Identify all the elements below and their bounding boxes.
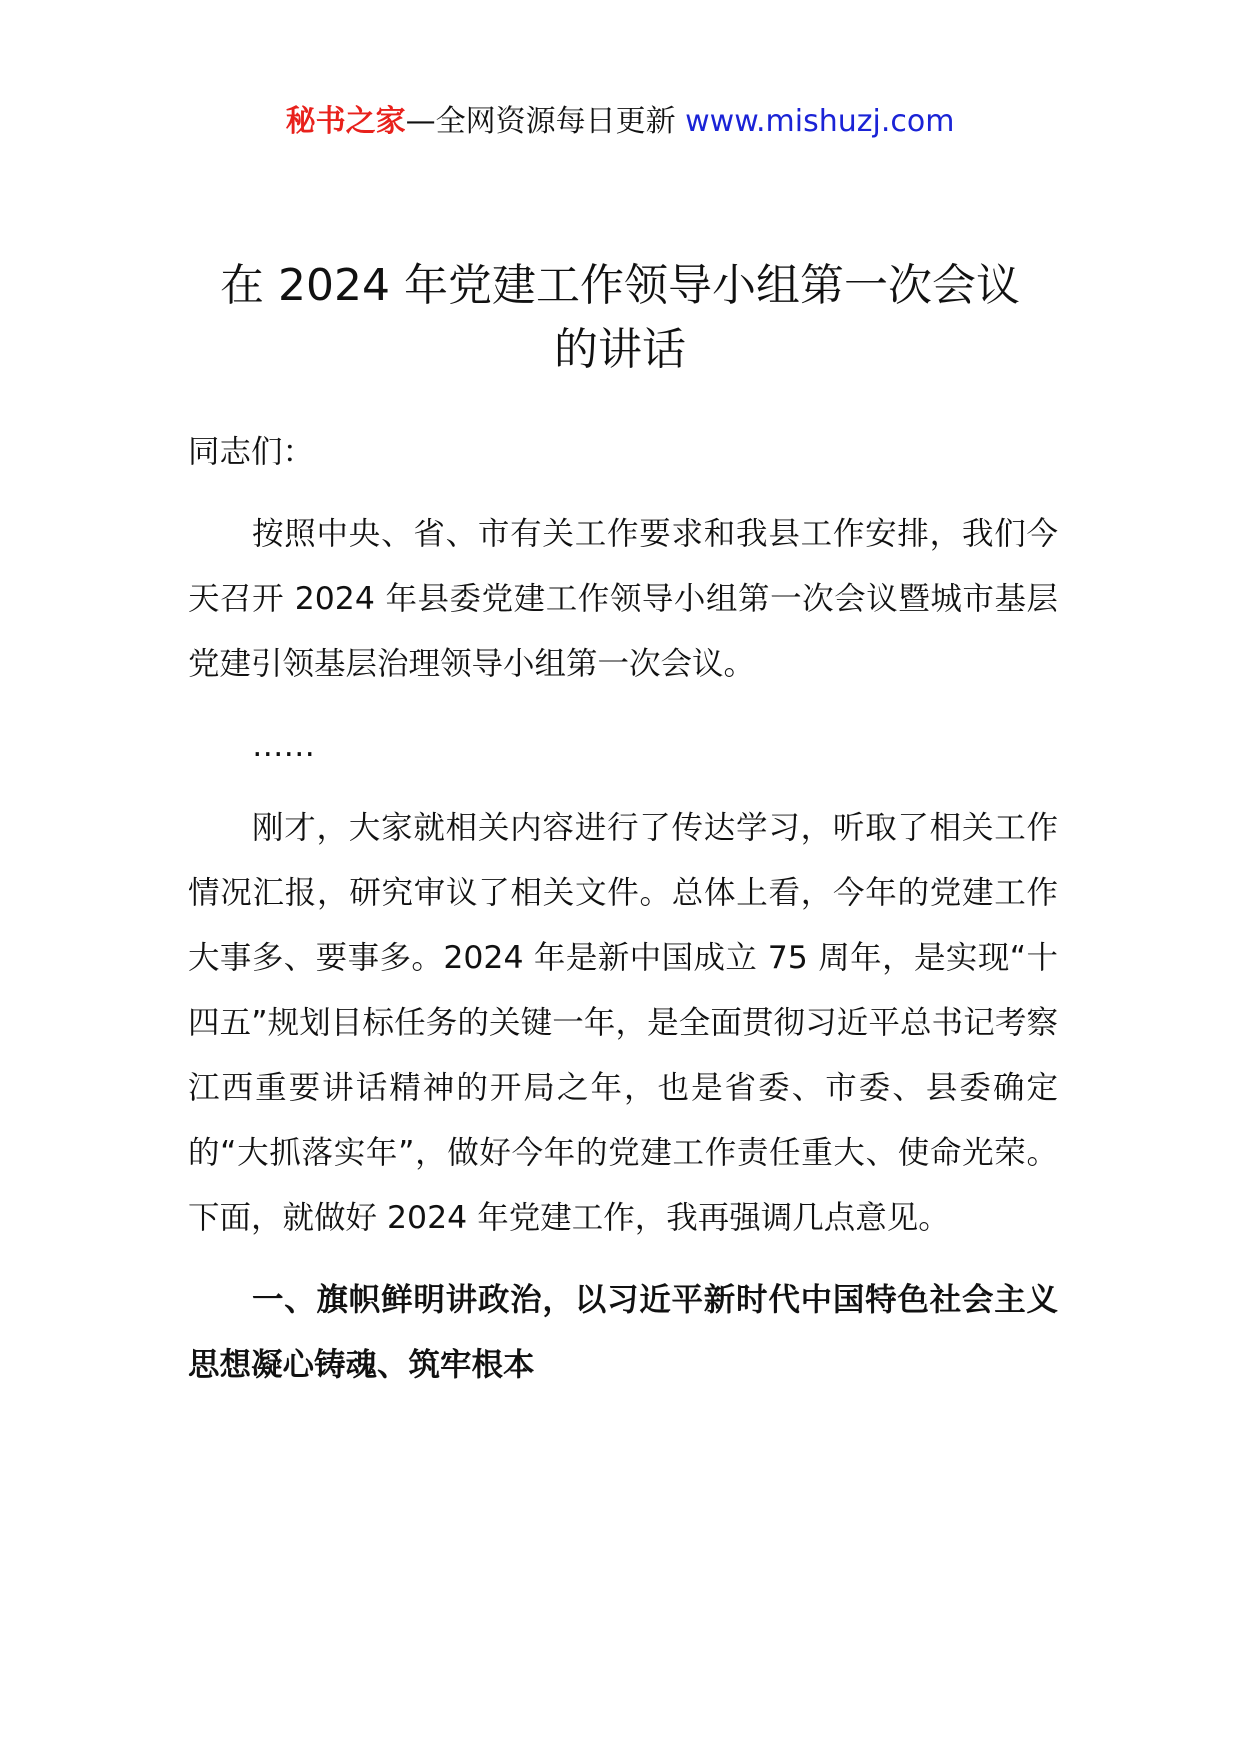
salutation: 同志们： <box>188 434 315 470</box>
title-line-2: 的讲话 <box>554 324 686 375</box>
paragraph-intro: 按照中央、省、市有关工作要求和我县工作安排，我们今天召开 2024 年县委党建工作领导小组第一次会议暨城市基层党建引领基层治理领导小组第一次会议。 <box>188 516 1058 682</box>
header-slogan: —全网资源每日更新 <box>405 104 676 139</box>
document-body <box>188 420 1058 1415</box>
title-line-1: 在 2024 年党建工作领导小组第一次会议 <box>220 260 1020 311</box>
section-heading-1: 一、旗帜鲜明讲政治，以习近平新时代中国特色社会主义思想凝心铸魂、筑牢根本 <box>188 1282 1058 1383</box>
paragraph-summary: 刚才，大家就相关内容进行了传达学习，听取了相关工作情况汇报，研究审议了相关文件。总体上看，今年的党建工作大事多、要事多。2024 年是新中国成立 75 周年，是实现“十四五”规划目标任务的关键一年，是全面贯彻习近平总书记考察江西重要讲话精神的开局之年，也是省委、市委、县委确定的“大抓落实年”，做好今年的党建工作责任重大、使命光荣。下面，就做好 2024 年党建工作，我再强调几点意见。 <box>188 810 1058 1236</box>
site-url-link[interactable]: www.mishuzj.com <box>685 104 955 139</box>
ellipsis: …… <box>252 728 315 764</box>
site-header <box>0 100 1240 144</box>
brand-name: 秘书之家 <box>285 104 406 139</box>
document-title <box>150 254 1090 382</box>
